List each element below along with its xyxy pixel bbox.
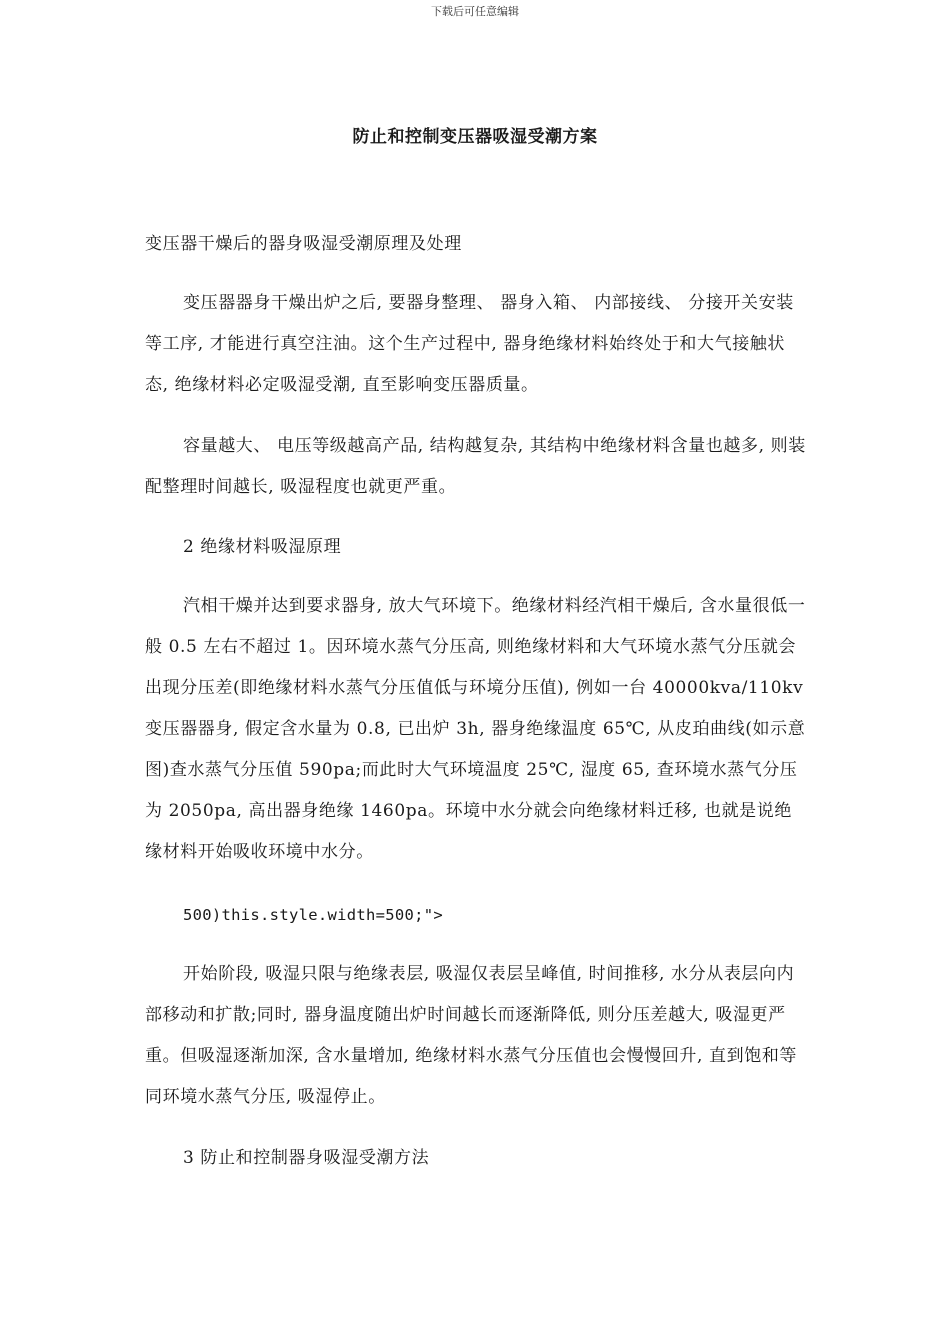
code-fragment: 500)this.style.width=500;"> — [183, 906, 444, 924]
paragraph-capacity: 容量越大、 电压等级越高产品, 结构越复杂, 其结构中绝缘材料含量也越多, 则装配整理时间越长, 吸湿程度也就更严重。 — [145, 436, 806, 497]
page-header: 下载后可任意编辑 — [431, 5, 519, 18]
paragraph-absorption-principle: 汽相干燥并达到要求器身, 放大气环境下。绝缘材料经汽相干燥后, 含水量很低一般 0.5 左右不超过 1。因环境水蒸气分压高, 则绝缘材料和大气环境水蒸气分压就会出现分压差(即绝缘材料水蒸气分压值低与环境分压值), 例如一台 40000kva/110kv 变压器器身, 假定含水量为 0.8, 已出炉 3h, 器身绝缘温度 65℃, 从皮珀曲线(如示意图)查水蒸气分压值 590pa;而此时大气环境温度 25℃, 湿度 65, 查环境水蒸气分压为 2050pa, 高出器身绝缘 1460pa。环境中水分就会向绝缘材料迁移, 也就是说绝缘材料开始吸收环境中水分。 — [145, 596, 806, 862]
subheading-prevention-methods: 3 防止和控制器身吸湿受潮方法 — [183, 1148, 430, 1168]
section-heading: 变压器干燥后的器身吸湿受潮原理及处理 — [145, 234, 462, 254]
paragraph-absorption-stages: 开始阶段, 吸湿只限与绝缘表层, 吸湿仅表层呈峰值, 时间推移, 水分从表层向内部移动和扩散;同时, 器身温度随出炉时间越长而逐渐降低, 则分压差越大, 吸湿更严重。但吸湿逐渐加深, 含水量增加, 绝缘材料水蒸气分压值也会慢慢回升, 直到饱和等同环境水蒸气分压, 吸湿停止。 — [145, 964, 798, 1107]
paragraph-drying-process: 变压器器身干燥出炉之后, 要器身整理、 器身入箱、 内部接线、 分接开关安装等工序, 才能进行真空注油。这个生产过程中, 器身绝缘材料始终处于和大气接触状态, 绝缘材料必定吸湿受潮, 直至影响变压器质量。 — [145, 293, 794, 395]
document-title: 防止和控制变压器吸湿受潮方案 — [352, 127, 598, 147]
subheading-absorption-principle: 2 绝缘材料吸湿原理 — [183, 537, 342, 557]
